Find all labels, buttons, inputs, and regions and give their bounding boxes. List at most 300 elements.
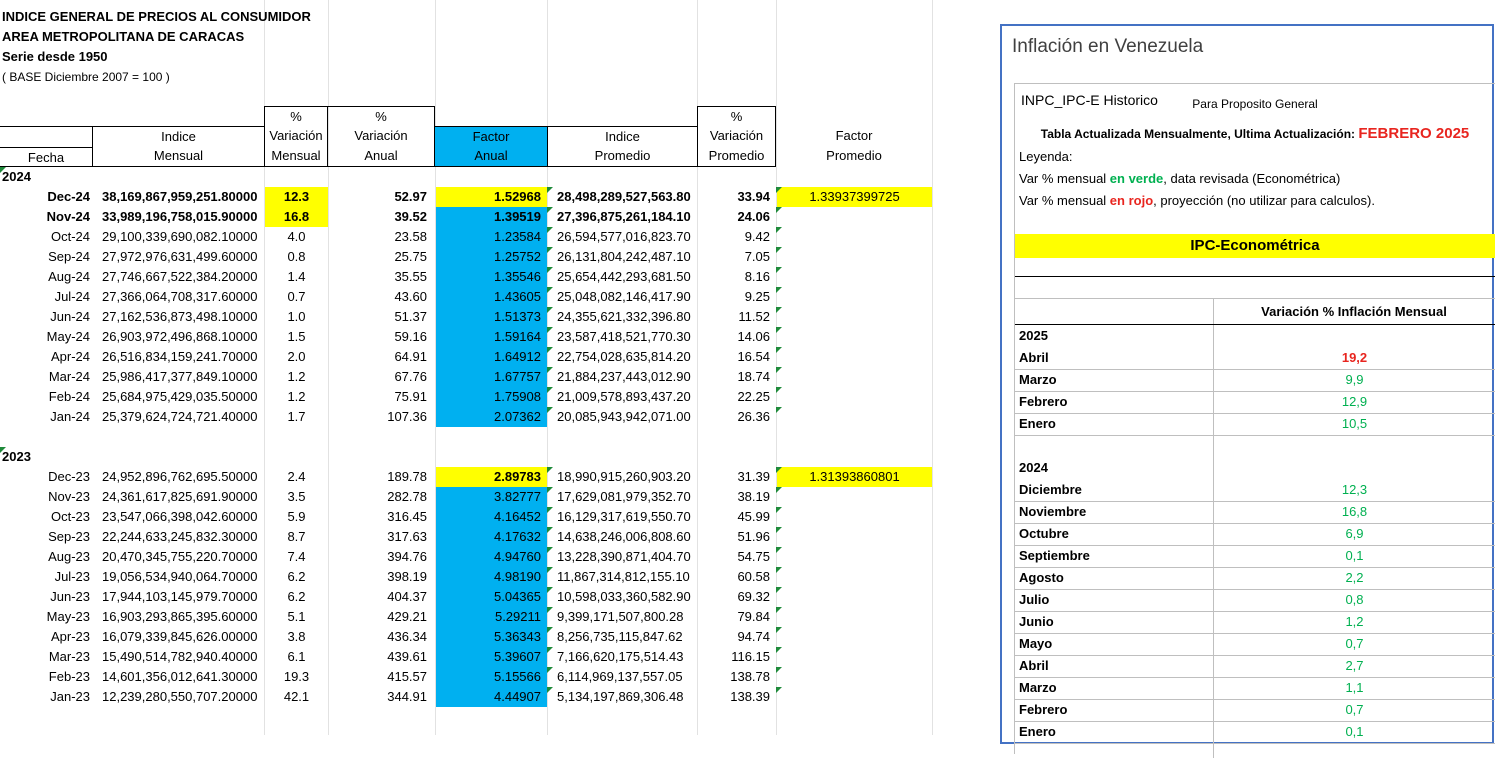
header-pct[interactable]: % <box>264 106 328 126</box>
error-indicator <box>776 487 782 493</box>
cell-indice[interactable]: 26,516,834,159,241.70000 <box>102 349 258 364</box>
panel-title: Inflación en Venezuela <box>1012 36 1204 57</box>
month-value: 2,7 <box>1345 658 1364 673</box>
cell-var-mensual[interactable]: 5.9 <box>287 509 306 524</box>
legend-red <box>1017 191 1375 211</box>
cell-factor-anual[interactable]: 5.04365 <box>436 587 547 607</box>
cell-var-prom[interactable]: 8.16 <box>744 269 770 284</box>
header-factor-prom[interactable]: Factor <box>835 128 873 143</box>
cell-var-mensual[interactable]: 1.4 <box>287 269 306 284</box>
cell-var-anual[interactable]: 107.36 <box>387 409 427 424</box>
cell-factor-prom[interactable]: 1.33937399725 <box>777 187 932 207</box>
cell-var-anual[interactable]: 439.61 <box>387 649 427 664</box>
error-indicator <box>547 307 553 313</box>
cell-indice-prom[interactable]: 25,654,442,293,681.50 <box>557 269 691 284</box>
month-label: Noviembre <box>1019 504 1087 519</box>
cell-var-prom[interactable]: 24.06 <box>737 209 770 224</box>
month-label: Febrero <box>1019 702 1068 717</box>
error-indicator <box>547 227 553 233</box>
cell-var-prom[interactable]: 31.39 <box>737 469 770 484</box>
error-indicator <box>776 387 782 393</box>
cell-fecha[interactable]: Apr-23 <box>50 629 90 644</box>
cell-indice-prom[interactable]: 22,754,028,635,814.20 <box>557 349 691 364</box>
cell-var-prom[interactable]: 69.32 <box>737 589 770 604</box>
error-indicator <box>776 267 782 273</box>
header-fecha[interactable]: Fecha <box>0 147 92 167</box>
cell-var-anual[interactable]: 398.19 <box>387 569 427 584</box>
cell-indice-prom[interactable]: 8,256,735,115,847.62 <box>557 629 683 644</box>
cell-fecha[interactable]: Dec-23 <box>48 469 90 484</box>
cell-fecha[interactable]: Dec-24 <box>47 189 90 204</box>
cell-var-prom[interactable]: 16.54 <box>737 349 770 364</box>
cell-indice[interactable]: 27,746,667,522,384.20000 <box>102 269 258 284</box>
divider <box>1015 298 1495 299</box>
cell-fecha[interactable]: Sep-24 <box>48 249 90 264</box>
error-indicator <box>547 367 553 373</box>
error-indicator <box>776 207 782 213</box>
cell-indice-prom[interactable]: 10,598,033,360,582.90 <box>557 589 691 604</box>
month-label: Octubre <box>1019 526 1069 541</box>
cell-indice-prom[interactable]: 25,048,082,146,417.90 <box>557 289 691 304</box>
cell-indice-prom[interactable]: 27,396,875,261,184.10 <box>557 209 691 224</box>
month-value: 12,3 <box>1341 482 1368 497</box>
error-indicator <box>547 667 553 673</box>
legend-text: , data revisada (Econométrica) <box>1163 171 1341 186</box>
month-label: Agosto <box>1019 570 1064 585</box>
error-indicator <box>547 207 553 213</box>
legend-red-word: en rojo <box>1109 193 1154 208</box>
cell-indice[interactable]: 23,547,066,398,042.60000 <box>102 509 258 524</box>
cell-var-mensual[interactable]: 5.1 <box>287 609 306 624</box>
month-label: Marzo <box>1019 372 1057 387</box>
cell-var-prom[interactable]: 9.42 <box>744 229 770 244</box>
cell-var-anual[interactable]: 67.76 <box>394 369 427 384</box>
cell-var-prom[interactable]: 138.78 <box>730 669 770 684</box>
cell-fecha[interactable]: Apr-24 <box>50 349 90 364</box>
cell-var-mensual[interactable]: 1.7 <box>287 409 306 424</box>
cell-fecha[interactable]: Oct-23 <box>50 509 90 524</box>
cell-var-anual[interactable]: 282.78 <box>387 489 427 504</box>
cell-var-mensual[interactable]: 4.0 <box>287 229 306 244</box>
cell-factor-anual[interactable]: 3.82777 <box>436 487 547 507</box>
month-value: 12,9 <box>1341 394 1368 409</box>
cell-indice-prom[interactable]: 16,129,317,619,550.70 <box>557 509 691 524</box>
cell-factor-anual[interactable]: 1.75908 <box>436 387 547 407</box>
cell-indice-prom[interactable]: 26,594,577,016,823.70 <box>557 229 691 244</box>
divider <box>1015 324 1495 325</box>
legend-green-word: en verde <box>1109 171 1164 186</box>
cell-indice[interactable]: 17,944,103,145,979.70000 <box>102 589 258 604</box>
cell-var-prom[interactable]: 45.99 <box>737 509 770 524</box>
cell-var-prom[interactable]: 38.19 <box>737 489 770 504</box>
cell-fecha[interactable]: Mar-24 <box>48 369 90 384</box>
cell-var-anual[interactable]: 35.55 <box>394 269 427 284</box>
cell-var-mensual[interactable]: 1.5 <box>287 329 306 344</box>
header-variacion-promedio[interactable]: Promedio <box>697 146 776 167</box>
panel-year-2024: 2024 <box>1019 460 1048 475</box>
cell-var-mensual[interactable]: 0.8 <box>287 249 306 264</box>
cell-var-anual[interactable]: 75.91 <box>394 389 427 404</box>
error-indicator <box>547 567 553 573</box>
cell-var-anual[interactable]: 51.37 <box>394 309 427 324</box>
cell-factor-anual[interactable]: 1.52968 <box>436 187 547 207</box>
cell-indice-prom[interactable]: 21,884,237,443,012.90 <box>557 369 691 384</box>
cell-fecha[interactable]: Jul-23 <box>54 569 90 584</box>
sheet-subtitle: AREA METROPOLITANA DE CARACAS <box>2 29 245 44</box>
error-indicator <box>776 627 782 633</box>
error-indicator <box>547 587 553 593</box>
cell-indice[interactable]: 12,239,280,550,707.20000 <box>102 689 258 704</box>
error-indicator <box>776 407 782 413</box>
cell-var-prom[interactable]: 26.36 <box>737 409 770 424</box>
cell-indice-prom[interactable]: 28,498,289,527,563.80 <box>557 189 691 204</box>
error-indicator <box>776 327 782 333</box>
cell-var-mensual[interactable]: 2.4 <box>287 469 306 484</box>
month-value: 0,7 <box>1345 636 1364 651</box>
legend-text: Var % mensual <box>1019 193 1110 208</box>
cell-var-mensual[interactable]: 6.2 <box>287 569 306 584</box>
cell-indice[interactable]: 20,470,345,755,220.70000 <box>102 549 258 564</box>
header-factor-anual[interactable]: Anual <box>435 146 547 167</box>
legend-green <box>1017 169 1340 189</box>
month-label: Enero <box>1019 416 1056 431</box>
cell-factor-anual[interactable]: 1.64912 <box>436 347 547 367</box>
cell-var-mensual[interactable]: 7.4 <box>287 549 306 564</box>
year-label-2023[interactable]: 2023 <box>2 449 31 464</box>
cell-factor-anual[interactable]: 5.29211 <box>436 607 547 627</box>
cell-indice-prom[interactable]: 24,355,621,332,396.80 <box>557 309 691 324</box>
chart-panel[interactable] <box>1000 24 1494 744</box>
cell-indice-prom[interactable]: 13,228,390,871,404.70 <box>557 549 691 564</box>
cell-indice[interactable]: 27,366,064,708,317.60000 <box>102 289 258 304</box>
col-header: Variación % Inflación Mensual <box>1261 304 1447 319</box>
cell-fecha[interactable]: Jan-23 <box>50 689 90 704</box>
legend-text: , proyección (no utilizar para calculos). <box>1153 193 1375 208</box>
error-indicator <box>776 567 782 573</box>
cell-indice[interactable]: 24,361,617,825,691.90000 <box>102 489 258 504</box>
cell-var-mensual[interactable]: 6.2 <box>287 589 306 604</box>
cell-factor-anual[interactable]: 1.39519 <box>436 207 547 227</box>
cell-indice[interactable]: 27,162,536,873,498.10000 <box>102 309 258 324</box>
month-value: 6,9 <box>1345 526 1364 541</box>
cell-var-mensual[interactable]: 16.8 <box>265 207 328 227</box>
cell-var-anual[interactable]: 59.16 <box>394 329 427 344</box>
legend-text: Var % mensual <box>1019 171 1110 186</box>
month-value: 9,9 <box>1345 372 1364 387</box>
cell-factor-anual[interactable]: 4.98190 <box>436 567 547 587</box>
error-indicator <box>776 687 782 693</box>
header-factor[interactable]: Factor <box>435 126 547 146</box>
cell-indice[interactable]: 29,100,339,690,082.10000 <box>102 229 258 244</box>
cell-fecha[interactable]: Aug-23 <box>48 549 90 564</box>
cell-indice-prom[interactable]: 20,085,943,942,071.00 <box>557 409 691 424</box>
month-label: Junio <box>1019 614 1054 629</box>
cell-var-mensual[interactable]: 0.7 <box>287 289 306 304</box>
cell-fecha[interactable]: Aug-24 <box>48 269 90 284</box>
error-indicator <box>547 407 553 413</box>
cell-indice[interactable]: 24,952,896,762,695.50000 <box>102 469 258 484</box>
divider <box>1015 743 1495 744</box>
cut-text: Para Proposito General <box>1192 97 1318 111</box>
cell-var-anual[interactable]: 316.45 <box>387 509 427 524</box>
error-indicator <box>547 487 553 493</box>
cell-fecha[interactable]: May-23 <box>46 609 90 624</box>
cell-indice-prom[interactable]: 23,587,418,521,770.30 <box>557 329 691 344</box>
cell-var-mensual[interactable]: 19.3 <box>283 669 310 684</box>
error-indicator <box>776 367 782 373</box>
month-label: Abril <box>1019 350 1049 365</box>
month-label: Diciembre <box>1019 482 1082 497</box>
cell-factor-anual[interactable]: 1.25752 <box>436 247 547 267</box>
error-indicator <box>547 467 553 473</box>
cell-indice[interactable]: 14,601,356,012,641.30000 <box>102 669 258 684</box>
month-label: Marzo <box>1019 680 1057 695</box>
error-indicator <box>776 347 782 353</box>
header-pct[interactable]: % <box>328 106 435 126</box>
cell-indice-prom[interactable]: 6,114,969,137,557.05 <box>557 669 683 684</box>
error-indicator <box>776 547 782 553</box>
error-indicator <box>776 227 782 233</box>
cell-fecha[interactable]: Feb-24 <box>48 389 90 404</box>
error-indicator <box>547 627 553 633</box>
month-label: Abril <box>1019 658 1049 673</box>
divider <box>1015 435 1495 436</box>
cell-var-prom[interactable]: 79.84 <box>737 609 770 624</box>
month-value: 2,2 <box>1345 570 1364 585</box>
cell-fecha[interactable]: Jul-24 <box>54 289 90 304</box>
cell-var-mensual[interactable]: 2.0 <box>287 349 306 364</box>
cell-factor-anual[interactable]: 5.15566 <box>436 667 547 687</box>
cell-var-prom[interactable]: 51.96 <box>737 529 770 544</box>
error-indicator <box>547 527 553 533</box>
error-indicator <box>547 267 553 273</box>
cell-var-anual[interactable]: 25.75 <box>394 249 427 264</box>
cell-var-prom[interactable]: 54.75 <box>737 549 770 564</box>
error-indicator <box>776 467 782 473</box>
cell-indice-prom[interactable]: 17,629,081,979,352.70 <box>557 489 691 504</box>
cell-fecha[interactable]: Jun-23 <box>50 589 90 604</box>
header-variacion[interactable]: Variación <box>328 126 435 146</box>
cell-var-anual[interactable]: 189.78 <box>387 469 427 484</box>
cell-indice[interactable]: 27,972,976,631,499.60000 <box>102 249 258 264</box>
error-indicator <box>776 647 782 653</box>
header-indice-prom[interactable]: Indice <box>547 126 697 146</box>
cell-var-anual[interactable]: 64.91 <box>394 349 427 364</box>
cell-var-anual[interactable]: 317.63 <box>387 529 427 544</box>
sheet-base: ( BASE Diciembre 2007 = 100 ) <box>2 70 170 84</box>
panel-subtitle: INPC_IPC-E Historico <box>1021 92 1158 108</box>
error-indicator <box>547 387 553 393</box>
month-value: 1,2 <box>1345 614 1364 629</box>
month-value: 19,2 <box>1341 350 1368 365</box>
cell-var-anual[interactable]: 43.60 <box>394 289 427 304</box>
month-value: 10,5 <box>1341 416 1368 431</box>
cell-factor-anual[interactable]: 4.94760 <box>436 547 547 567</box>
cell-var-anual[interactable]: 39.52 <box>394 209 427 224</box>
error-indicator <box>776 187 782 193</box>
cell-factor-anual[interactable]: 1.67757 <box>436 367 547 387</box>
cell-indice-prom[interactable]: 5,134,197,869,306.48 <box>557 689 684 704</box>
error-indicator <box>547 287 553 293</box>
panel-embedded-sheet[interactable] <box>1014 83 1495 754</box>
header-indice-mensual[interactable]: Mensual <box>92 146 264 167</box>
cell-indice-prom[interactable]: 26,131,804,242,487.10 <box>557 249 691 264</box>
cell-factor-anual[interactable]: 1.23584 <box>436 227 547 247</box>
cell-factor-prom[interactable]: 1.31393860801 <box>777 467 932 487</box>
cell-factor-anual[interactable]: 1.51373 <box>436 307 547 327</box>
cell-fecha[interactable]: Sep-23 <box>48 529 90 544</box>
month-label: Mayo <box>1019 636 1053 651</box>
cell-var-prom[interactable]: 94.74 <box>737 629 770 644</box>
cell-indice[interactable]: 26,903,972,496,868.10000 <box>102 329 258 344</box>
error-indicator <box>547 327 553 333</box>
cell-indice[interactable]: 25,986,417,377,849.10000 <box>102 369 258 384</box>
error-indicator <box>776 287 782 293</box>
month-label: Febrero <box>1019 394 1068 409</box>
header-blank <box>0 126 92 147</box>
sheet-title: INDICE GENERAL DE PRECIOS AL CONSUMIDOR <box>2 9 311 24</box>
cell-indice-prom[interactable]: 14,638,246,006,808.60 <box>557 529 691 544</box>
cell-indice[interactable]: 25,379,624,724,721.40000 <box>102 409 258 424</box>
cell-var-anual[interactable]: 23.58 <box>394 229 427 244</box>
cell-var-anual[interactable]: 394.76 <box>387 549 427 564</box>
cell-indice[interactable]: 16,903,293,865,395.60000 <box>102 609 258 624</box>
month-label: Septiembre <box>1019 548 1090 563</box>
error-indicator <box>547 647 553 653</box>
error-indicator <box>776 587 782 593</box>
error-indicator <box>547 347 553 353</box>
cell-indice-prom[interactable]: 9,399,171,507,800.28 <box>557 609 684 624</box>
cell-factor-anual[interactable]: 4.17632 <box>436 527 547 547</box>
cell-var-prom[interactable]: 22.25 <box>737 389 770 404</box>
cell-fecha[interactable]: Jun-24 <box>50 309 90 324</box>
cell-factor-anual[interactable]: 5.39607 <box>436 647 547 667</box>
cell-var-mensual[interactable]: 12.3 <box>265 187 328 207</box>
cell-indice[interactable]: 19,056,534,940,064.70000 <box>102 569 258 584</box>
header-variacion-mensual[interactable]: Mensual <box>264 146 328 167</box>
cell-factor-anual[interactable]: 1.59164 <box>436 327 547 347</box>
cell-var-prom[interactable]: 33.94 <box>737 189 770 204</box>
updated-label: Tabla Actualizada Mensualmente, Ultima Actualización: <box>1040 127 1359 141</box>
cell-factor-anual[interactable]: 4.44907 <box>436 687 547 707</box>
cell-var-prom[interactable]: 9.25 <box>744 289 770 304</box>
header-factor-promedio[interactable]: Promedio <box>826 148 882 163</box>
cell-var-prom[interactable]: 7.05 <box>744 249 770 264</box>
sheet-series: Serie desde 1950 <box>2 49 108 64</box>
cell-fecha[interactable]: Nov-23 <box>48 489 90 504</box>
cell-var-prom[interactable]: 14.06 <box>737 329 770 344</box>
header-variacion[interactable]: Variación <box>264 126 328 146</box>
cell-indice[interactable]: 16,079,339,845,626.00000 <box>102 629 258 644</box>
error-indicator <box>547 607 553 613</box>
cell-indice[interactable]: 15,490,514,782,940.40000 <box>102 649 258 664</box>
error-indicator <box>776 667 782 673</box>
cell-fecha[interactable]: Jan-24 <box>50 409 90 424</box>
month-value: 0,7 <box>1345 702 1364 717</box>
cell-var-mensual[interactable]: 42.1 <box>283 689 310 704</box>
cell-fecha[interactable]: May-24 <box>46 329 90 344</box>
header-indice-promedio[interactable]: Promedio <box>547 146 697 167</box>
header-variacion-anual[interactable]: Anual <box>328 146 435 167</box>
panel-updated <box>1015 124 1495 144</box>
cell-fecha[interactable]: Nov-24 <box>46 209 90 224</box>
cell-var-mensual[interactable]: 3.8 <box>287 629 306 644</box>
cell-var-mensual[interactable]: 1.2 <box>287 369 306 384</box>
error-indicator <box>776 607 782 613</box>
cell-var-anual[interactable]: 429.21 <box>387 609 427 624</box>
cell-var-prom[interactable]: 138.39 <box>730 689 770 704</box>
cell-factor-anual[interactable]: 4.16452 <box>436 507 547 527</box>
error-indicator <box>776 507 782 513</box>
cell-fecha[interactable]: Oct-24 <box>50 229 90 244</box>
cell-var-mensual[interactable]: 8.7 <box>287 529 306 544</box>
cell-factor-anual[interactable]: 1.43605 <box>436 287 547 307</box>
header-indice[interactable]: Indice <box>92 126 264 146</box>
year-label-2024[interactable]: 2024 <box>2 169 31 184</box>
cell-factor-anual[interactable]: 5.36343 <box>436 627 547 647</box>
cell-indice[interactable]: 25,684,975,429,035.50000 <box>102 389 258 404</box>
cell-indice-prom[interactable]: 18,990,915,260,903.20 <box>557 469 691 484</box>
cell-fecha[interactable]: Mar-23 <box>48 649 90 664</box>
error-indicator <box>776 307 782 313</box>
month-value: 1,1 <box>1345 680 1364 695</box>
month-value: 16,8 <box>1341 504 1368 519</box>
divider <box>1015 276 1495 277</box>
month-label: Julio <box>1019 592 1050 607</box>
cell-factor-anual[interactable]: 2.07362 <box>436 407 547 427</box>
error-indicator <box>547 247 553 253</box>
error-indicator <box>547 187 553 193</box>
error-indicator <box>547 687 553 693</box>
updated-value: FEBRERO 2025 <box>1358 125 1470 142</box>
cell-var-prom[interactable]: 60.58 <box>737 569 770 584</box>
month-value: 0,1 <box>1345 548 1364 563</box>
cell-var-mensual[interactable]: 3.5 <box>287 489 306 504</box>
cell-var-mensual[interactable]: 1.0 <box>287 309 306 324</box>
cell-indice[interactable]: 22,244,633,245,832.30000 <box>102 529 258 544</box>
panel-year-2025: 2025 <box>1019 328 1048 343</box>
cell-fecha[interactable]: Feb-23 <box>48 669 90 684</box>
cell-var-mensual[interactable]: 1.2 <box>287 389 306 404</box>
cell-var-anual[interactable]: 436.34 <box>387 629 427 644</box>
cell-var-mensual[interactable]: 6.1 <box>287 649 306 664</box>
cell-var-prom[interactable]: 116.15 <box>731 649 770 664</box>
header-pct[interactable]: % <box>697 106 776 126</box>
error-indicator <box>547 507 553 513</box>
cell-var-anual[interactable]: 344.91 <box>387 689 427 704</box>
month-label: Enero <box>1019 724 1056 739</box>
error-indicator <box>776 527 782 533</box>
cell-var-anual[interactable]: 415.57 <box>387 669 427 684</box>
ipc-band: IPC-Econométrica <box>1015 234 1495 258</box>
cell-indice[interactable]: 33,989,196,758,015.90000 <box>102 209 258 224</box>
cell-factor-anual[interactable]: 1.35546 <box>436 267 547 287</box>
month-value: 0,1 <box>1345 724 1364 739</box>
cell-indice-prom[interactable]: 21,009,578,893,437.20 <box>557 389 691 404</box>
cell-factor-anual[interactable]: 2.89783 <box>436 467 547 487</box>
legend-label: Leyenda: <box>1019 149 1073 164</box>
month-value: 0,8 <box>1345 592 1364 607</box>
header-variacion[interactable]: Variación <box>697 126 776 146</box>
cell-var-anual[interactable]: 52.97 <box>394 189 427 204</box>
cell-var-anual[interactable]: 404.37 <box>387 589 427 604</box>
cell-indice-prom[interactable]: 7,166,620,175,514.43 <box>557 649 684 664</box>
cell-var-prom[interactable]: 11.52 <box>738 309 770 324</box>
cell-var-prom[interactable]: 18.74 <box>737 369 770 384</box>
cell-indice-prom[interactable]: 11,867,314,812,155.10 <box>557 569 690 584</box>
cell-indice[interactable]: 38,169,867,959,251.80000 <box>102 189 258 204</box>
grid-line <box>932 0 933 735</box>
